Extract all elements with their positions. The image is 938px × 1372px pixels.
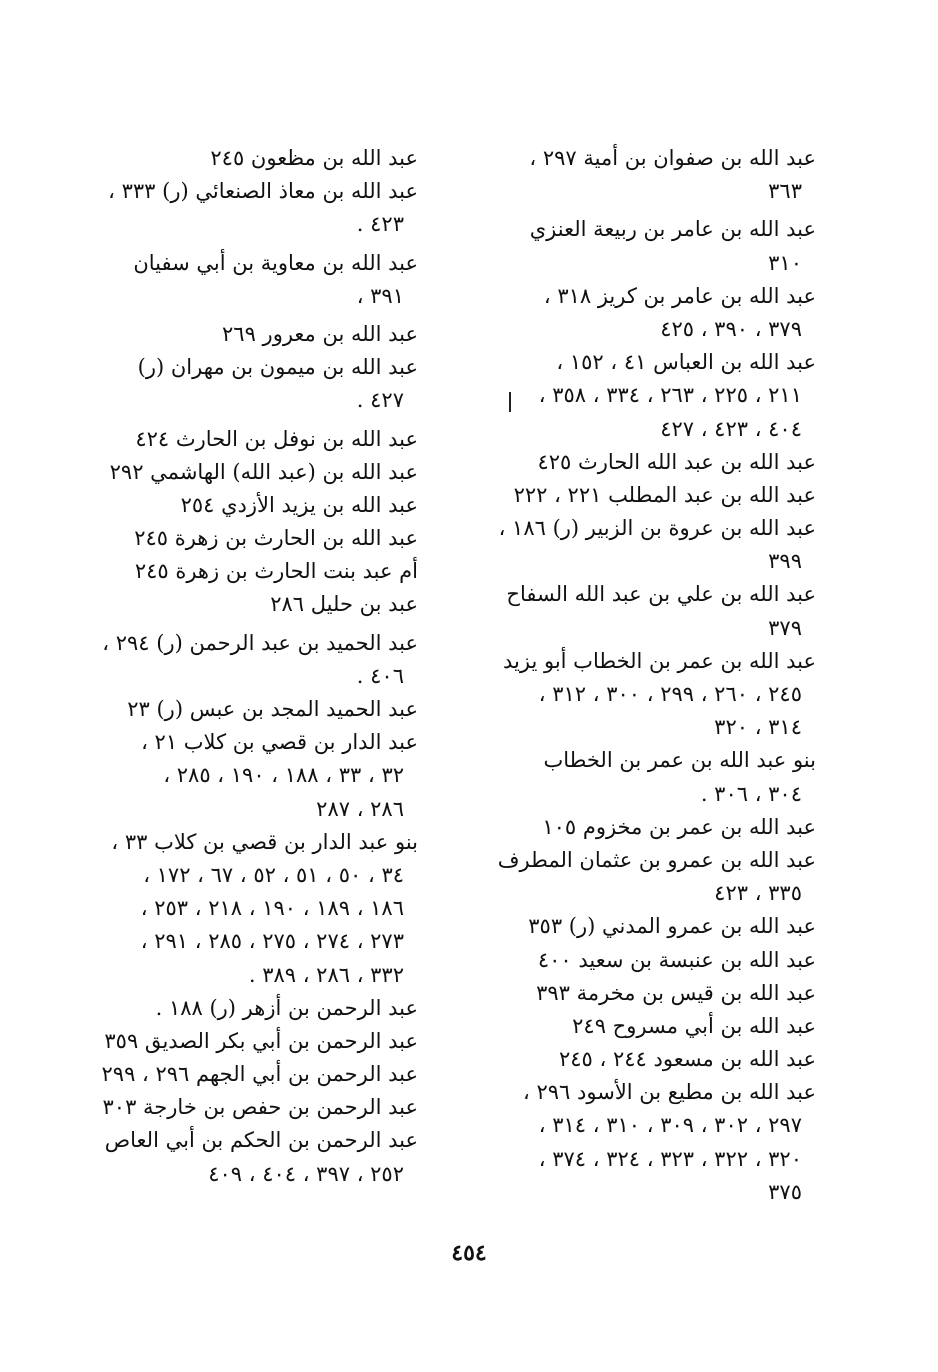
index-entry: عبد الله بن عمرو بن عثمان المطرف bbox=[497, 847, 816, 872]
index-column-left bbox=[101, 142, 418, 1191]
index-entry-continuation: ٣٤ ، ٥٠ ، ٥١ ، ٥٢ ، ٦٧ ، ١٧٢ ، bbox=[143, 862, 404, 887]
index-column-right bbox=[497, 142, 816, 1209]
index-entry: عبد الله بن معاوية بن أبي سفيان bbox=[133, 250, 418, 275]
index-entry-continuation: ٤٠٦ . bbox=[356, 663, 404, 688]
index-entry: عبد الله بن عامر بن كريز ٣١٨ ، bbox=[543, 283, 816, 308]
index-entry: عبد الله بن مطيع بن الأسود ٢٩٦ ، bbox=[523, 1080, 816, 1105]
index-entry: أم عبد بنت الحارث بن زهرة ٢٤٥ bbox=[134, 559, 418, 584]
index-entry: عبد الله بن العباس ٤١ ، ١٥٢ ، bbox=[556, 350, 816, 375]
index-entry: عبد الله بن الحارث بن زهرة ٢٤٥ bbox=[134, 526, 418, 551]
index-entry-continuation: ٣٣٥ ، ٤٢٣ bbox=[714, 881, 802, 906]
index-entry: عبد الله بن عبد المطلب ٢٢١ ، ٢٢٢ bbox=[513, 482, 816, 507]
index-entry-continuation: ٢٧٣ ، ٢٧٤ ، ٢٧٥ ، ٢٨٥ ، ٢٩١ ، bbox=[140, 929, 404, 954]
index-entry: عبد الله بن أبي مسروح ٢٤٩ bbox=[572, 1013, 816, 1038]
index-entry: عبد الله بن يزيد الأزدي ٢٥٤ bbox=[180, 492, 418, 517]
index-entry-continuation: ٢١١ ، ٢٢٥ ، ٢٦٣ ، ٣٣٤ ، ٣٥٨ ، bbox=[538, 383, 802, 408]
index-entry: عبد الله بن عمرو المدني (ر) ٣٥٣ bbox=[528, 914, 816, 939]
index-entry-continuation: ٣٧٥ bbox=[768, 1179, 802, 1204]
index-entry: عبد الله بن (عبد الله) الهاشمي ٢٩٢ bbox=[109, 459, 418, 484]
index-entry: عبد الحميد بن عبد الرحمن (ر) ٢٩٤ ، bbox=[102, 630, 418, 655]
index-entry: عبد الله بن عمر بن مخزوم ١٠٥ bbox=[542, 814, 816, 839]
index-entry-continuation: ٣٧٩ bbox=[768, 615, 802, 640]
index-entry: عبد الرحمن بن أزهر (ر) ١٨٨ . bbox=[155, 995, 418, 1020]
index-entry-continuation: ٢٥٢ ، ٣٩٧ ، ٤٠٤ ، ٤٠٩ bbox=[208, 1161, 404, 1186]
index-entry-continuation: ٣٩١ ، bbox=[356, 283, 404, 308]
index-entry-continuation: ٣٣٢ ، ٢٨٦ ، ٣٨٩ . bbox=[248, 962, 404, 987]
index-entry-continuation: ٤٢٧ . bbox=[356, 388, 404, 413]
index-entry: عبد الرحمن بن أبي بكر الصديق ٣٥٩ bbox=[104, 1028, 418, 1053]
index-entry-continuation: ٢٨٦ ، ٢٨٧ bbox=[316, 796, 404, 821]
index-entry: بنو عبد الله بن عمر بن الخطاب bbox=[543, 748, 816, 773]
index-entry-continuation: ٣١٤ ، ٣٢٠ bbox=[714, 715, 802, 740]
index-entry: عبد الله بن علي بن عبد الله السفاح bbox=[506, 582, 816, 607]
index-entry: عبد الله بن عبد الله الحارث ٤٢٥ bbox=[537, 449, 816, 474]
index-entry: عبد الرحمن بن الحكم بن أبي العاص bbox=[104, 1128, 418, 1153]
index-entry-continuation: ٣٢ ، ٣٣ ، ١٨٨ ، ١٩٠ ، ٢٨٥ ، bbox=[163, 763, 404, 788]
index-entry: عبد الله بن عنبسة بن سعيد ٤٠٠ bbox=[537, 947, 816, 972]
index-entry: عبد الله بن ميمون بن مهران (ر) bbox=[137, 355, 418, 380]
index-entry: بنو عبد الدار بن قصي بن كلاب ٣٣ ، bbox=[111, 829, 418, 854]
page-number: ٤٥٤ bbox=[451, 1240, 487, 1266]
index-entry: عبد الرحمن بن حفص بن خارجة ٣٠٣ bbox=[102, 1095, 418, 1120]
index-entry-continuation: ٤٢٣ . bbox=[356, 212, 404, 237]
index-entry: عبد الحميد المجد بن عبس (ر) ٢٣ bbox=[127, 697, 418, 721]
index-entry: عبد بن حليل ٢٨٦ bbox=[270, 592, 418, 617]
index-entry-continuation: ٢٩٧ ، ٣٠٢ ، ٣٠٩ ، ٣١٠ ، ٣١٤ ، bbox=[538, 1113, 802, 1138]
index-entry: عبد الله بن عامر بن ربيعة العنزي bbox=[529, 217, 816, 242]
index-entry: عبد الله بن عروة بن الزبير (ر) ١٨٦ ، bbox=[498, 516, 816, 541]
index-entry: عبد الله بن قيس بن مخرمة ٣٩٣ bbox=[536, 980, 816, 1005]
print-mark bbox=[509, 392, 511, 412]
index-entry-continuation: ٤٠٤ ، ٤٢٣ ، ٤٢٧ bbox=[660, 416, 802, 441]
index-entry-continuation: ١٨٦ ، ١٨٩ ، ١٩٠ ، ٢١٨ ، ٢٥٣ ، bbox=[140, 896, 404, 921]
index-entry-continuation: ٣١٠ bbox=[768, 250, 802, 275]
index-entry-continuation: ٣٩٩ bbox=[768, 549, 802, 574]
index-entry-continuation: ٢٤٥ ، ٢٦٠ ، ٢٩٩ ، ٣٠٠ ، ٣١٢ ، bbox=[538, 682, 802, 706]
index-entry-continuation: ٣٦٣ bbox=[768, 179, 802, 204]
index-entry: عبد الله بن نوفل بن الحارث ٤٢٤ bbox=[135, 426, 418, 451]
index-entry: عبد الله بن معرور ٢٦٩ bbox=[222, 321, 418, 346]
index-entry: عبد الله بن عمر بن الخطاب أبو يزيد bbox=[503, 648, 816, 673]
index-entry-continuation: ٣٠٤ ، ٣٠٦ . bbox=[700, 781, 802, 806]
index-entry: عبد الدار بن قصي بن كلاب ٢١ ، bbox=[141, 730, 418, 755]
index-entry-continuation: ٣٢٠ ، ٣٢٢ ، ٣٢٣ ، ٣٢٤ ، ٣٧٤ ، bbox=[538, 1146, 802, 1171]
index-entry: عبد الرحمن بن أبي الجهم ٢٩٦ ، ٢٩٩ bbox=[101, 1062, 418, 1087]
index-entry: عبد الله بن مسعود ٢٤٤ ، ٢٤٥ bbox=[558, 1047, 816, 1072]
index-entry: عبد الله بن معاذ الصنعائي (ر) ٣٣٣ ، bbox=[108, 179, 418, 204]
index-entry-continuation: ٣٧٩ ، ٣٩٠ ، ٤٢٥ bbox=[660, 316, 802, 341]
index-entry: عبد الله بن صفوان بن أمية ٢٩٧ ، bbox=[529, 146, 816, 170]
index-entry: عبد الله بن مظعون ٢٤٥ bbox=[210, 146, 418, 170]
